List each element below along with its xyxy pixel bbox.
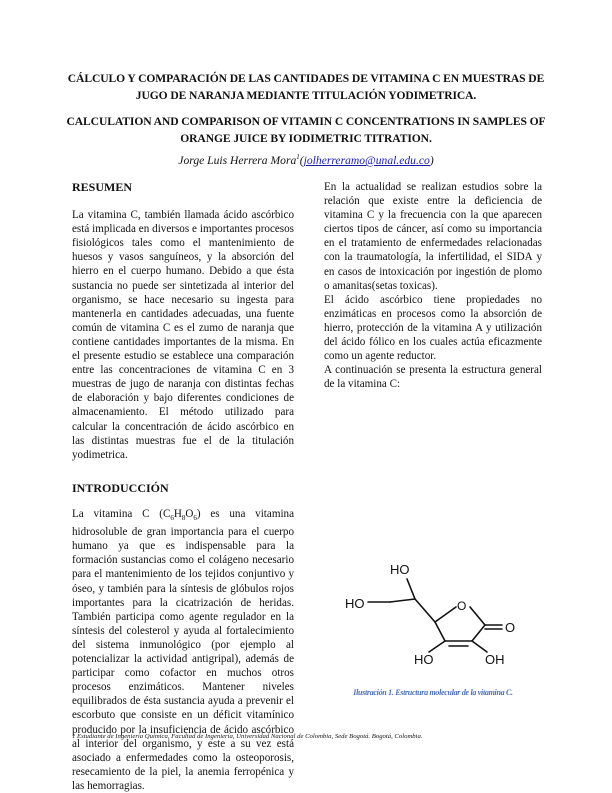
author-email-link[interactable]: jolherreramo@unal.edu.co [303, 153, 430, 167]
bond-ring-c4-o [435, 607, 456, 622]
author-line: Jorge Luis Herrera Mora$^1$(jolherreramo@unal.edu.co) [178, 153, 434, 167]
title-english: CALCULATION AND COMPARISON OF VITAMIN C CONCENTRATIONS IN SAMPLES OF ORANGE JUICE BY IODIMETRIC TITRATION. [66, 115, 546, 145]
intro-paragraph-1: La vitamina C $(C_6H_8O_6)$ es una vitamina hidrosoluble de gran importancia para el cuerpo humano ya que es indispensable para la formación sustancias como el colágeno necesario para el mantenimiento de los tejidos conjuntivo y óseo, y también para la síntesis de glóbulos rojos importantes para la cicatrización de heridas. También participa como agente regulador en la síntesis del colesterol y ayuda al fortalecimiento del sistema inmunológico (por ejemplo al potencializar la actividad antigripal), además de participar como cofactor en muchos otros procesos enzimáticos. Mantener niveles equilibrados de ésta sustancia ayuda a prevenir el escorbuto que consiste en un déficit vitamínico producido por la insuficiencia de ácido ascórbico al interior del organismo, y este a su vez está asociado a enfermedades como la osteoporosis, resecamiento de la piel, la anemia ferropénica y las hemorragias. [72, 507, 294, 792]
bond-c5-oh [407, 579, 415, 599]
vitamin-c-structure-figure [330, 552, 540, 677]
intro-paragraph-3: El ácido ascórbico tiene propiedades no enzimáticas en procesos como la absorción de hierro, protección de la vitamina A y utilización del ácido fólico en los cuales actúa eficazmente como un agente reductor. [324, 293, 542, 363]
resumen-text: La vitamina C, también llamada ácido ascórbico está implicada en diversos e importantes procesos fisiológicos tales como el mantenimiento de huesos y vasos sanguíneos, y la absorción del hierro en el cuerpo humano. Debido a que ésta sustancia no puede ser sintetizada al interior del organismo, se hace necesario su ingesta para mantenerla en cantidades adecuadas, una fuente común de vitamina C es el zumo de naranja que contiene cantidades importantes de la misma. En el presente estudio se establece una comparación entre las concentraciones de vitamina C en 3 muestras de jugo de naranja con distintas fechas de elaboración y bajo diferentes condiciones de almacenamiento. El método utilizado para calcular la concentración de ácido ascórbico en las distintas muestras fue el de la titulación yodimetrica. [72, 209, 294, 461]
ring-oxygen-label: O [457, 599, 467, 613]
oh-bottom-right-label: OH [485, 652, 505, 667]
bond-ring-o-c1 [470, 607, 485, 625]
intro-paragraph-2: En la actualidad se realizan estudios sobre la relación que existe entre la deficiencia de vitamina C y la frecuencia con la que aparecen ciertos tipos de cáncer, así como su importancia en el tratamiento de enfermedades relacionadas con la traumatología, la infertilidad, el SIDA y en casos de intoxicación por ingestión de plomo o amanitas(setas toxicas). [324, 181, 542, 292]
right-column [324, 180, 542, 391]
figure-caption: Ilustración 1. Estructura molecular de la vitamina C. [353, 688, 513, 697]
resumen-heading: RESUMEN [72, 180, 133, 194]
title-spanish: CÁLCULO Y COMPARACIÓN DE LAS CANTIDADES DE VITAMINA C EN MUESTRAS DE JUGO DE NARANJA MEDIANTE TITULACIÓN YODIMETRICA. [67, 72, 545, 102]
introduccion-heading: INTRODUCCIÓN [72, 480, 169, 495]
author-footnote-mark: 1 [296, 153, 300, 161]
author-name: Jorge Luis Herrera Mora [178, 153, 297, 167]
carbonyl-oxygen-label: O [505, 620, 516, 635]
left-column [72, 180, 294, 793]
intro-paragraph-4: A continuación se presenta la estructura general de la vitamina C: [324, 364, 542, 391]
bond-ring-c1-c2 [472, 625, 485, 641]
bond-c5-c6 [390, 599, 415, 602]
bond-side-to-c5 [415, 599, 435, 622]
ho-top-label: HO [390, 562, 410, 577]
ho-left-label: HO [345, 596, 365, 611]
footnote: 1 Estudiante de Ingeniería Química, Facultad de Ingeniería, Universidad Nacional de Colombia, Sede Bogotá. Bogotá, Colombia. [72, 733, 423, 740]
ho-bottom-left-label: HO [414, 652, 434, 667]
bond-c3-oh [429, 641, 445, 652]
bond-ring-c3-c4 [435, 622, 445, 641]
bond-c2-oh [472, 641, 487, 652]
